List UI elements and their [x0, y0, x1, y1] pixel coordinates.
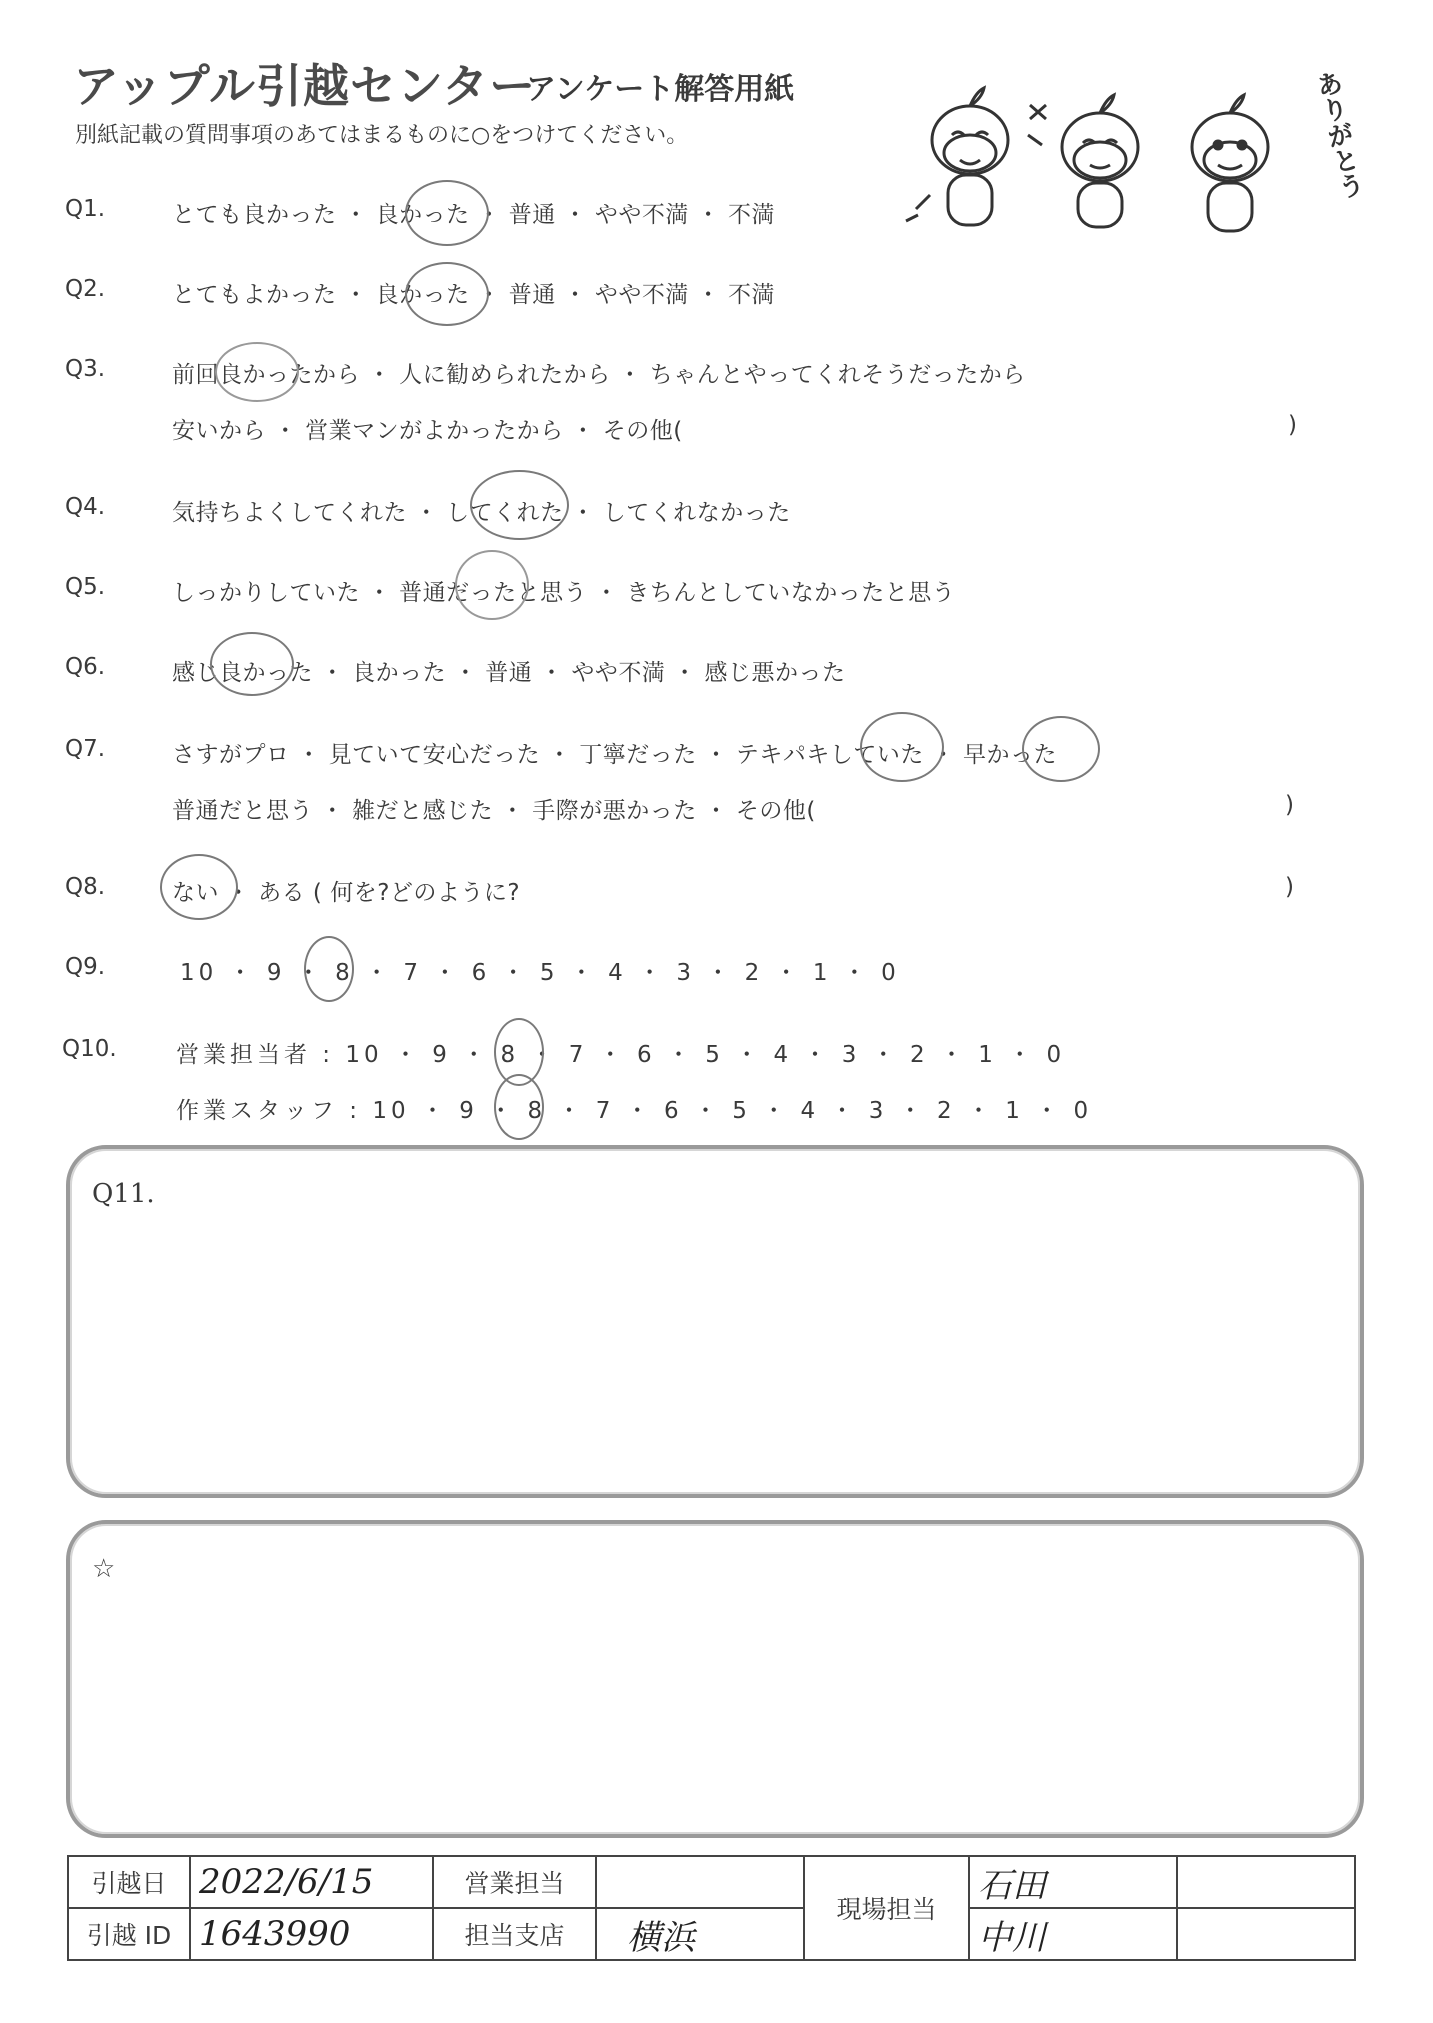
move-id-value[interactable]: 1643990	[190, 1908, 433, 1960]
q6-label: Q6.	[65, 654, 106, 680]
q6-options[interactable]: 感じ良かった ・ 良かった ・ 普通 ・ やや不満 ・ 感じ悪かった	[172, 660, 846, 686]
q4-answer-circle	[470, 470, 569, 540]
q4-options[interactable]: 気持ちよくしてくれた ・ してくれた ・ してくれなかった	[172, 500, 791, 526]
q8-options[interactable]: ない ・ ある ( 何を?どのように?	[172, 880, 521, 906]
q2-options[interactable]: とてもよかった ・ 良かった ・ 普通 ・ やや不満 ・ 不満	[172, 282, 775, 308]
site-staff-extra-1[interactable]	[1177, 1856, 1355, 1908]
q3-answer-circle	[215, 342, 299, 402]
mascot-caption: ありがとう	[1309, 68, 1367, 202]
site-label: 現場担当	[804, 1856, 969, 1960]
q3-options-line1[interactable]: 前回良かったから ・ 人に勧められたから ・ ちゃんとやってくれそうだったから	[172, 362, 1026, 388]
q2-answer-circle	[405, 262, 489, 326]
star-comment-box[interactable]	[66, 1520, 1364, 1838]
q2-label: Q2.	[65, 276, 106, 302]
q6-answer-circle	[210, 632, 294, 696]
q8-label: Q8.	[65, 874, 106, 900]
q4-label: Q4.	[65, 494, 106, 520]
form-subtitle: アンケート解答用紙	[526, 72, 795, 107]
q3-options-line2[interactable]: 安いから ・ 営業マンがよかったから ・ その他(	[172, 418, 683, 444]
q8-close-paren: )	[1285, 874, 1294, 900]
move-date-value[interactable]: 2022/6/15	[190, 1856, 433, 1908]
branch-value[interactable]: 横浜	[596, 1908, 804, 1960]
q8-answer-circle	[160, 854, 238, 920]
q10-label: Q10.	[62, 1036, 117, 1062]
q10-staff-answer-circle	[494, 1074, 544, 1140]
q5-label: Q5.	[65, 574, 106, 600]
q7-options-line2[interactable]: 普通だと思う ・ 雑だと感じた ・ 手際が悪かった ・ その他(	[172, 798, 816, 824]
site-staff-1[interactable]: 石田	[969, 1856, 1177, 1908]
sales-value[interactable]	[596, 1856, 804, 1908]
site-staff-2[interactable]: 中川	[969, 1908, 1177, 1960]
q7-close-paren: )	[1285, 792, 1294, 818]
q7-answer-circle-2	[1022, 716, 1100, 782]
site-staff-extra-2[interactable]	[1177, 1908, 1355, 1960]
instruction-text: 別紙記載の質問事項のあてはまるものに○をつけてください。	[75, 123, 689, 148]
q1-options[interactable]: とても良かった ・ 良かった ・ 普通 ・ やや不満 ・ 不満	[172, 202, 775, 228]
q5-options[interactable]: しっかりしていた ・ 普通だったと思う ・ きちんとしていなかったと思う	[172, 580, 956, 606]
star-box-label: ☆	[92, 1554, 116, 1584]
monkey-mascots-icon	[900, 65, 1340, 245]
footer-info-table	[67, 1855, 1356, 1961]
sales-label: 営業担当	[433, 1856, 596, 1908]
q5-answer-circle	[455, 550, 529, 620]
q9-scale[interactable]: 10 ・ 9 ・ 8 ・ 7 ・ 6 ・ 5 ・ 4 ・ 3 ・ 2 ・ 1 ・ 0	[180, 960, 900, 986]
q3-label: Q3.	[65, 356, 106, 382]
q9-label: Q9.	[65, 954, 106, 980]
q10-sales-scale[interactable]: 営業担当者 : 10 ・ 9 ・ 8 ・ 7 ・ 6 ・ 5 ・ 4 ・ 3 ・ 2 ・ 1 ・ 0	[176, 1042, 1066, 1068]
company-title: アップル引越センター	[73, 59, 537, 113]
q11-comment-box[interactable]	[66, 1145, 1364, 1498]
mascot-illustration	[900, 65, 1340, 249]
move-id-label: 引越 ID	[68, 1908, 190, 1960]
q1-label: Q1.	[65, 196, 106, 222]
branch-label: 担当支店	[433, 1908, 596, 1960]
q7-label: Q7.	[65, 736, 106, 762]
move-date-label: 引越日	[68, 1856, 190, 1908]
q11-box-label: Q11.	[92, 1179, 155, 1209]
q7-options-line1[interactable]: さすがプロ ・ 見ていて安心だった ・ 丁寧だった ・ テキパキしていた ・ 早かった	[172, 742, 1057, 768]
q3-close-paren: )	[1288, 412, 1297, 438]
q10-staff-scale[interactable]: 作業スタッフ : 10 ・ 9 ・ 8 ・ 7 ・ 6 ・ 5 ・ 4 ・ 3 ・ 2 ・ 1 ・ 0	[176, 1098, 1093, 1124]
q7-answer-circle-1	[860, 712, 944, 782]
q1-answer-circle	[405, 180, 489, 246]
q9-answer-circle	[304, 936, 354, 1002]
